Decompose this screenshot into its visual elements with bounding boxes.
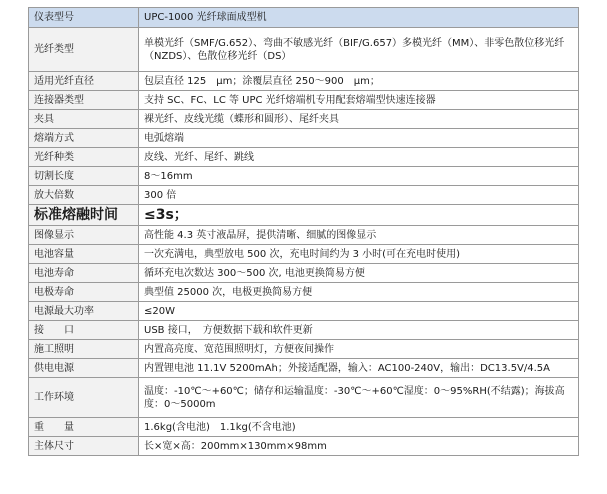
table-row	[29, 28, 579, 72]
row-label: 施工照明	[29, 340, 139, 359]
row-label: 供电电源	[29, 359, 139, 378]
row-value: USB 接口， 方便数据下载和软件更新	[139, 321, 579, 340]
table-row	[29, 264, 579, 283]
row-label: 电池容量	[29, 245, 139, 264]
row-value: 循环充电次数达 300～500 次, 电池更换简易方便	[139, 264, 579, 283]
row-label: 光纤种类	[29, 148, 139, 167]
row-value: 支持 SC、FC、LC 等 UPC 光纤熔端机专用配套熔端型快速连接器	[139, 91, 579, 110]
row-value: ≤3s；	[139, 205, 579, 226]
row-label: 放大倍数	[29, 186, 139, 205]
row-value: UPC-1000 光纤球面成型机	[139, 8, 579, 28]
table-row	[29, 205, 579, 226]
table-row	[29, 186, 579, 205]
table-row	[29, 245, 579, 264]
row-value: 电弧熔端	[139, 129, 579, 148]
row-label: 熔端方式	[29, 129, 139, 148]
row-value: 裸光纤、皮线光缆（蝶形和圆形）、尾纤夹具	[139, 110, 579, 129]
row-label: 电源最大功率	[29, 302, 139, 321]
row-value: 单模光纤（SMF/G.652）、弯曲不敏感光纤（BIF/G.657）多模光纤（MM）、非零色散位移光纤（NZDS）、色散位移光纤（DS）	[139, 28, 579, 72]
row-label: 图像显示	[29, 226, 139, 245]
row-value: 长×宽×高：200mm×130mm×98mm	[139, 437, 579, 456]
row-value: 皮线、光纤、尾纤、跳线	[139, 148, 579, 167]
row-label: 工作环境	[29, 378, 139, 418]
table-row	[29, 340, 579, 359]
row-label: 重 量	[29, 418, 139, 437]
table-row	[29, 359, 579, 378]
table-row	[29, 437, 579, 456]
row-label: 电池寿命	[29, 264, 139, 283]
row-value: ≤20W	[139, 302, 579, 321]
row-label: 主体尺寸	[29, 437, 139, 456]
row-value: 1.6kg(含电池) 1.1kg(不含电池)	[139, 418, 579, 437]
table-row	[29, 91, 579, 110]
table-row	[29, 72, 579, 91]
spec-table	[28, 7, 579, 456]
row-value: 高性能 4.3 英寸液晶屏，提供清晰、细腻的图像显示	[139, 226, 579, 245]
row-value: 8～16mm	[139, 167, 579, 186]
row-label: 接 口	[29, 321, 139, 340]
row-label: 电极寿命	[29, 283, 139, 302]
row-label: 连接器类型	[29, 91, 139, 110]
table-row	[29, 110, 579, 129]
row-label: 光纤类型	[29, 28, 139, 72]
row-value: 典型值 25000 次，电极更换简易方便	[139, 283, 579, 302]
table-row	[29, 302, 579, 321]
row-label: 切割长度	[29, 167, 139, 186]
table-row	[29, 167, 579, 186]
row-label: 仪表型号	[29, 8, 139, 28]
row-value: 300 倍	[139, 186, 579, 205]
row-value: 内置锂电池 11.1V 5200mAh；外接适配器，输入：AC100-240V，输出：DC13.5V/4.5A	[139, 359, 579, 378]
row-label: 标准熔融时间	[29, 205, 139, 226]
table-row	[29, 226, 579, 245]
table-row	[29, 8, 579, 28]
table-row	[29, 378, 579, 418]
row-value: 温度：-10℃～+60℃；储存和运输温度：-30℃～+60℃湿度：0～95%RH(不结露)；海拔高度：0～5000m	[139, 378, 579, 418]
table-row	[29, 283, 579, 302]
row-label: 适用光纤直径	[29, 72, 139, 91]
table-row	[29, 129, 579, 148]
row-value: 一次充满电，典型放电 500 次，充电时间约为 3 小时(可在充电时使用)	[139, 245, 579, 264]
table-row	[29, 321, 579, 340]
row-value: 包层直径 125 μm；涂覆层直径 250～900 μm；	[139, 72, 579, 91]
row-value: 内置高亮度、宽范围照明灯，方便夜间操作	[139, 340, 579, 359]
row-label: 夹具	[29, 110, 139, 129]
table-row	[29, 418, 579, 437]
table-row	[29, 148, 579, 167]
